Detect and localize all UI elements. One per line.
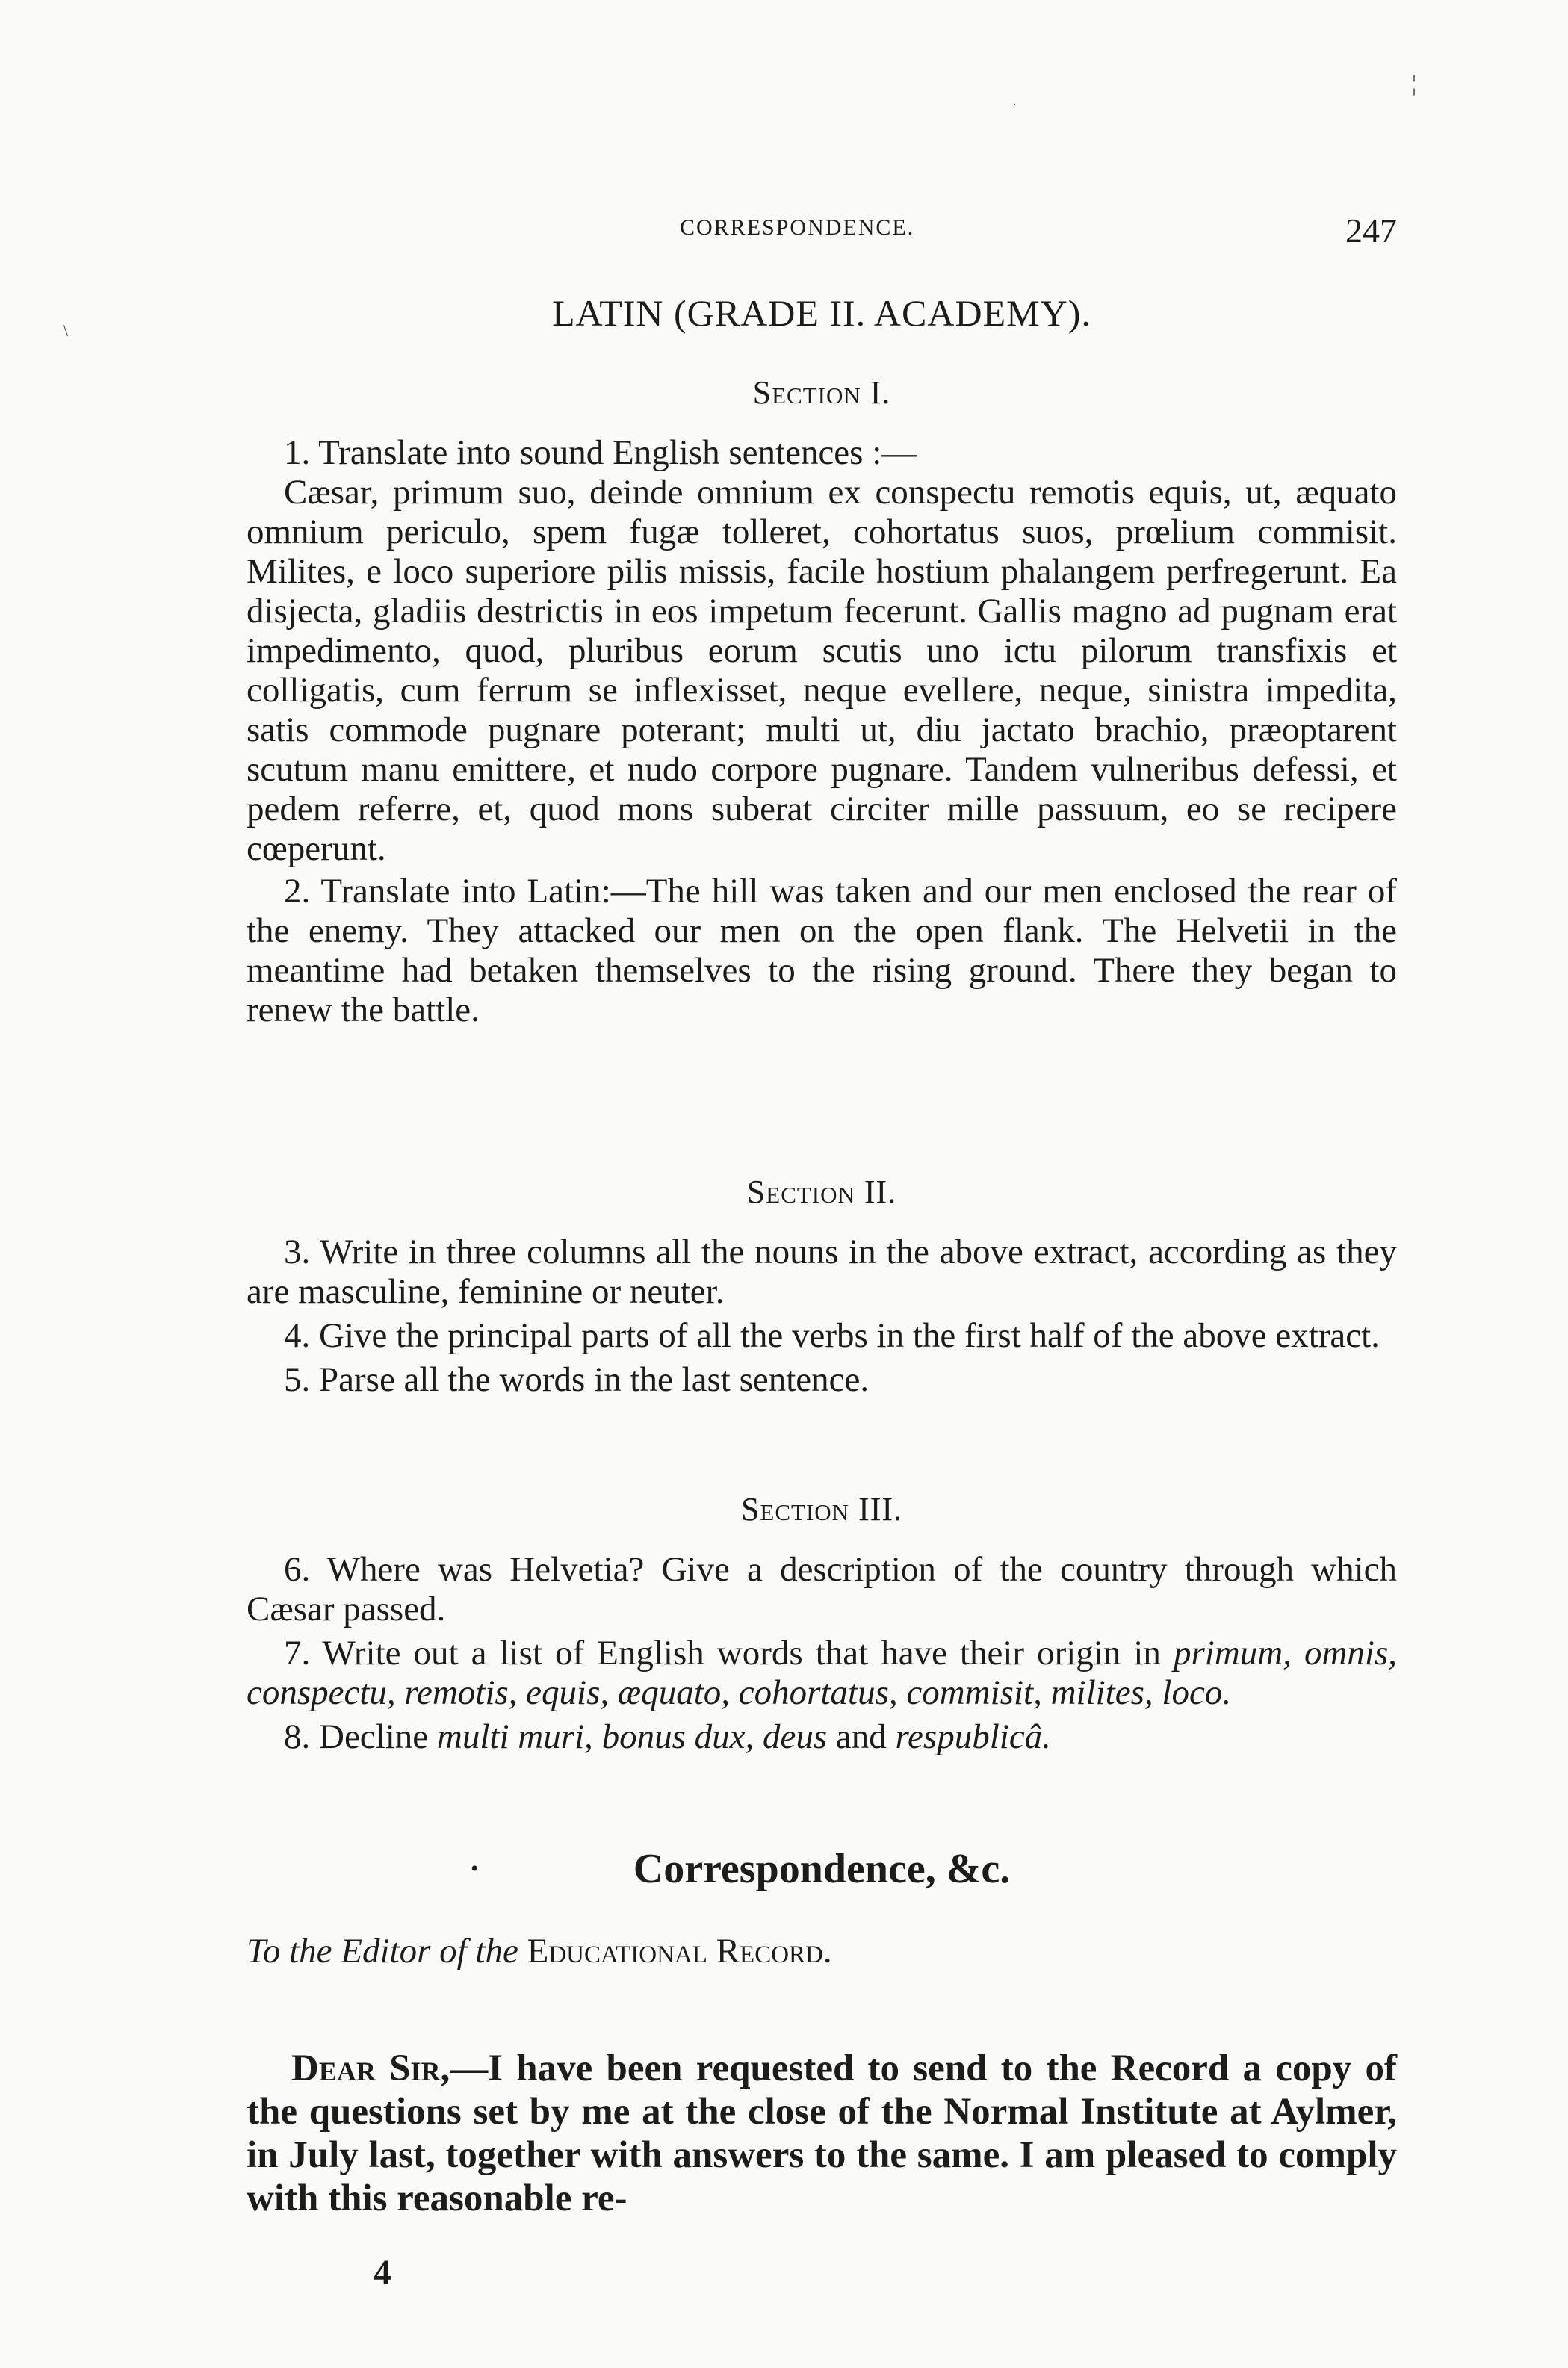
- exam-title: LATIN (GRADE II. ACADEMY).: [552, 292, 1091, 334]
- question-7-words: primum, omnis, conspectu, remotis, equis, æquato, cohortatus, commisit, milites, loco.: [247, 1634, 1398, 1712]
- question-8-phrase-1: multi muri,: [436, 1717, 593, 1756]
- margin-speck: \: [63, 321, 69, 340]
- question-8-phrase-4: respublicâ.: [895, 1717, 1051, 1756]
- section-heading-2: Section II.: [746, 1174, 897, 1210]
- letter-text: —I have been requested to send to the Record a copy of the questions set by me at the close of the Normal Institute at Aylmer, in July last, together with answers to the same. I am pleased to comply with this reasonable re-: [247, 2048, 1397, 2219]
- to-editor-text: To the Editor of the: [247, 1932, 518, 1971]
- letter-body: [247, 2047, 1397, 2220]
- running-head-title: CORRESPONDENCE.: [680, 215, 915, 240]
- margin-speck: ·: [1012, 97, 1017, 112]
- question-1: [247, 433, 1397, 1030]
- signature-mark: 4: [374, 2253, 391, 2293]
- section-2-questions: [247, 1233, 1397, 1400]
- question-2: 2. Translate into Latin:—The hill was taken and our men enclosed the rear of the enemy. They attacked our men on the open flank. The Helvetii in the meantime had betaken themselves to the rising ground. There they began to renew the battle.: [247, 872, 1397, 1029]
- question-4: 4. Give the principal parts of all the verbs in the first half of the above extract.: [284, 1316, 1380, 1355]
- correspondence-heading: Correspondence, &c.: [633, 1846, 1011, 1892]
- salutation: Dear Sir,: [291, 2048, 450, 2089]
- to-editor-line: [247, 1931, 832, 1971]
- question-7: [247, 1634, 1397, 1713]
- educational-record-name: Educational Record.: [527, 1932, 832, 1971]
- section-heading-3: Section III.: [740, 1491, 903, 1528]
- page-number: 247: [1345, 211, 1397, 249]
- question-8-instruction: 8. Decline: [284, 1717, 429, 1756]
- question-8-phrase-2: bonus dux,: [601, 1717, 754, 1756]
- section-3-questions: [247, 1550, 1397, 1757]
- question-7-instruction: 7. Write out a list of English words that have their origin in: [284, 1634, 1161, 1673]
- question-8-phrase-3: deus: [762, 1717, 828, 1756]
- question-6: 6. Where was Helvetia? Give a description of the country through which Cæsar passed.: [247, 1550, 1397, 1628]
- margin-speck: ¦: [1412, 71, 1417, 96]
- running-head: [247, 211, 1397, 252]
- bullet-mark: •: [471, 1856, 479, 1881]
- question-5: 5. Parse all the words in the last sentence.: [284, 1360, 870, 1399]
- question-8-conjunction: and: [835, 1717, 887, 1756]
- question-3: 3. Write in three columns all the nouns in the above extract, according as they are masculine, feminine or neuter.: [247, 1233, 1397, 1311]
- question-1-instruction: 1. Translate into sound English sentences :—: [284, 433, 917, 472]
- latin-extract: Cæsar, primum suo, deinde omnium ex conspectu remotis equis, ut, æquato omnium periculo, spem fugæ tolleret, cohortatus suos, prœlium commisit. Milites, e loco superiore pilis missis, facile hostium phalangem perfregerunt. Ea disjecta, gladiis destrictis in eos impetum fecerunt. Gallis magno ad pugnam erat impedimento, quod, pluribus eorum scutis uno ictu pilorum transfixis et colligatis, cum ferrum se inflexisset, neque evellere, neque, sinistra impedita, satis commode pugnare poterant; multi ut, diu jactato brachio, præoptarent scutum manu emittere, et nudo corpore pugnare. Tandem vulneribus defessi, et pedem referre, et, quod mons suberat circiter mille passuum, eo se recipere cœperunt.: [247, 473, 1397, 868]
- question-8: [247, 1717, 1397, 1757]
- section-heading-1: Section I.: [752, 374, 891, 411]
